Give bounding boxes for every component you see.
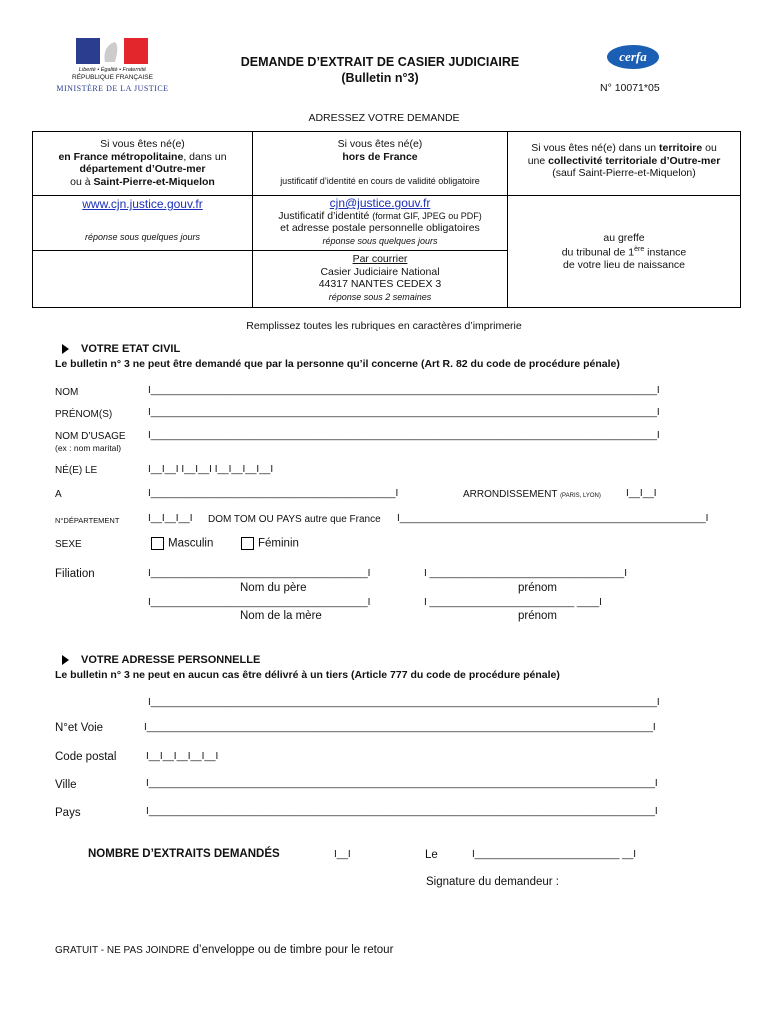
nom-usage-note: (ex : nom marital) [55, 443, 122, 453]
nom-mere-label: Nom de la mère [240, 610, 322, 622]
triangle-bullet-icon [62, 344, 69, 354]
email-l1 [256, 210, 504, 223]
etat-civil-heading: VOTRE ETAT CIVIL [81, 343, 181, 355]
pays-field[interactable]: I___________________________________________________________________________________________I [146, 806, 658, 817]
col1-head-l2rest: , dans un [183, 150, 227, 163]
email-l1a: Justificatif d’identité [278, 209, 373, 222]
col3-head-l1 [511, 142, 737, 155]
sexe-feminin[interactable] [241, 537, 299, 550]
address-heading: ADRESSEZ VOTRE DEMANDE [308, 112, 460, 124]
col3-head-l1c: ou [702, 142, 717, 154]
prenom-mere-label: prénom [518, 610, 557, 622]
ville-field[interactable]: I___________________________________________________________________________________________I [146, 778, 658, 789]
dom-tom-label: DOM TOM OU PAYS autre que France [208, 514, 381, 525]
nom-usage-label: NOM D’USAGE [55, 431, 126, 442]
nom-label: NOM [55, 387, 79, 398]
greffe-l3: de votre lieu de naissance [563, 259, 685, 271]
le-label: Le [425, 849, 438, 861]
nom-pere-label: Nom du père [240, 582, 307, 594]
courrier-title: Par courrier [352, 253, 408, 265]
cerfa-number: N° 10071*05 [600, 82, 660, 94]
no-voie-field[interactable]: I___________________________________________________________________________________________I [144, 722, 656, 733]
col3-head-l3: (sauf Saint-Pierre-et-Miquelon) [552, 167, 696, 179]
cerfa-logo-text: cerfa [619, 49, 647, 64]
dom-tom-field[interactable]: I_______________________________________________________I [397, 513, 709, 524]
nombre-extraits-field[interactable]: I__I [334, 849, 351, 860]
instructions: Remplissez toutes les rubriques en caractères d’imprimerie [246, 320, 522, 332]
gratuit-a: GRATUIT - NE PAS JOINDRE [55, 945, 190, 956]
triangle-bullet-icon [62, 655, 69, 665]
date-signature-field[interactable]: I__________________________ __I [472, 849, 637, 860]
code-postal-label: Code postal [55, 751, 117, 763]
col3-head-l1b: territoire [659, 142, 703, 154]
col1-head-l4 [36, 176, 249, 189]
col1-head-l1: Si vous êtes né(e) [100, 138, 185, 150]
arrondissement-text: ARRONDISSEMENT [463, 489, 558, 500]
logo-country: RÉPUBLIQUE FRANÇAISE [72, 74, 153, 81]
etat-civil-note: Le bulletin n° 3 ne peut être demandé que par la personne qu’il concerne (Art R. 82 du code de procédure pénale) [55, 358, 620, 370]
sexe-label: SEXE [55, 539, 82, 550]
gratuit-b: d’enveloppe ou de timbre pour le retour [189, 944, 394, 956]
greffe-l2a: du tribunal de 1 [561, 246, 635, 259]
col2-header [253, 132, 508, 196]
birth-place-field[interactable]: I____________________________________________I [148, 488, 399, 499]
section-adresse [62, 654, 260, 666]
greffe-l2 [511, 244, 737, 259]
nom-mere-field[interactable]: I_______________________________________I [148, 597, 371, 608]
title-line-2: (Bulletin n°3) [341, 71, 419, 85]
title-line-1: DEMANDE D’EXTRAIT DE CASIER JUDICIAIRE [240, 55, 520, 69]
nom-usage-field[interactable]: I___________________________________________________________________________________________I [148, 430, 660, 441]
empty-cell [33, 251, 253, 308]
masculin-label: Masculin [168, 537, 214, 550]
adresse-note: Le bulletin n° 3 ne peut en aucun cas être délivré à un tiers (Article 777 du code de procédure pénale) [55, 669, 560, 681]
greffe-cell [508, 196, 741, 308]
a-label: A [55, 489, 62, 500]
section-etat-civil [62, 343, 180, 355]
nom-field[interactable]: I___________________________________________________________________________________________I [148, 385, 660, 396]
col1-head-l3: département d’Outre-mer [79, 163, 206, 175]
col1-head-l4a: ou à [70, 175, 94, 188]
web-cell [33, 196, 253, 251]
pays-label: Pays [55, 807, 81, 819]
arrondissement-field[interactable]: I__I__I [626, 488, 657, 499]
col1-head-l2b: en France métropolitaine [58, 150, 184, 163]
col1-head-l4b: Saint-Pierre-et-Miquelon [93, 175, 215, 188]
departement-field[interactable]: I__I__I__I [148, 513, 193, 524]
col3-head-l2 [511, 155, 737, 168]
no-voie-label: N°et Voie [55, 722, 104, 734]
ne-le-label: NÉ(E) LE [55, 465, 98, 476]
gratuit-notice [55, 944, 393, 956]
masculin-checkbox[interactable] [151, 537, 164, 550]
nombre-extraits-label: NOMBRE D’EXTRAITS DEMANDÉS [88, 848, 280, 860]
adresse-heading: VOTRE ADRESSE PERSONNELLE [81, 654, 261, 666]
greffe-l2b: instance [644, 246, 687, 259]
arrondissement-note: (PARIS, LYON) [560, 493, 601, 499]
document-title [190, 54, 570, 86]
col1-head-l2 [36, 151, 249, 164]
col1-header [33, 132, 253, 196]
adresse-line-1-field[interactable]: I___________________________________________________________________________________________I [148, 697, 660, 708]
email-courrier-cell [253, 196, 508, 308]
col3-head-l1a: Si vous êtes né(e) dans un [531, 142, 660, 154]
prenoms-field[interactable]: I___________________________________________________________________________________________I [148, 407, 660, 418]
email-response-note: réponse sous quelques jours [322, 235, 438, 246]
cjn-email-link[interactable]: cjn@justice.gouv.fr [329, 196, 431, 210]
col2-head-l1: Si vous êtes né(e) [337, 138, 423, 150]
address-table [32, 131, 741, 308]
ville-label: Ville [55, 779, 77, 791]
cjn-website-link[interactable]: www.cjn.justice.gouv.fr [82, 197, 203, 211]
logo-tagline: Liberté • Égalité • Fraternité [78, 67, 147, 73]
col3-header [508, 132, 741, 196]
email-l1b: (format GIF, JPEG ou PDF) [372, 210, 482, 221]
courrier-l1: Casier Judiciaire National [320, 265, 440, 278]
courrier-response-note: réponse sous 2 semaines [328, 291, 432, 302]
greffe-l2sup: ère [634, 246, 645, 253]
prenom-pere-label: prénom [518, 582, 557, 594]
logo-ministry: MINISTÈRE DE LA JUSTICE [56, 84, 169, 93]
feminin-checkbox[interactable] [241, 537, 254, 550]
departement-label: N°DÉPARTEMENT [55, 516, 120, 525]
col3-head-l2a: une [527, 154, 549, 167]
cerfa-logo [606, 44, 660, 70]
col3-head-l2b: collectivité territoriale d’Outre-mer [548, 154, 721, 167]
birth-date-field[interactable]: I__I__I I__I__I I__I__I__I__I [148, 464, 274, 475]
prenom-pere-field[interactable]: I ___________________________________I [424, 568, 627, 579]
arrondissement-label [463, 489, 601, 500]
courrier-l2: 44317 NANTES CEDEX 3 [318, 278, 442, 290]
col2-head-l3: justificatif d’identité en cours de validité obligatoire [280, 176, 480, 186]
feminin-label: Féminin [258, 537, 299, 550]
web-response-note: réponse sous quelques jours [84, 231, 201, 242]
nom-pere-field[interactable]: I_______________________________________I [148, 568, 371, 579]
code-postal-field[interactable]: I__I__I__I__I__I [146, 751, 219, 762]
prenom-mere-field[interactable]: I __________________________ ____I [424, 597, 602, 608]
ministry-logo [45, 34, 180, 100]
signature-label: Signature du demandeur : [426, 876, 559, 888]
prenoms-label: PRÉNOM(S) [55, 409, 113, 420]
email-l2: et adresse postale personnelle obligatoires [280, 222, 480, 234]
greffe-l1: au greffe [603, 231, 645, 244]
filiation-label: Filiation [55, 568, 95, 580]
col2-head-l2: hors de France [342, 150, 418, 163]
sexe-masculin[interactable] [151, 537, 213, 550]
